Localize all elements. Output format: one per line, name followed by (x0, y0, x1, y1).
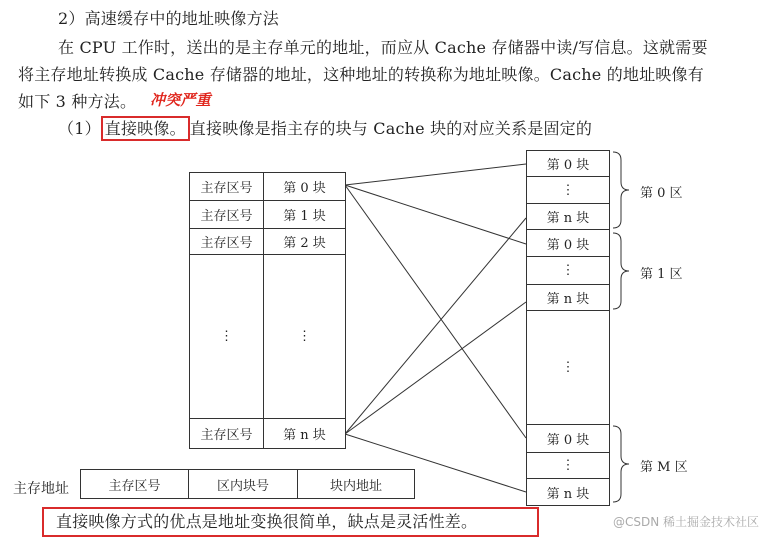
brace-icon (613, 152, 629, 228)
watermark: @CSDN 稀土掘金技术社区 (612, 515, 759, 529)
block-cell: 第 n 块 (263, 418, 346, 449)
cache-block: 第 0 块 (526, 424, 610, 453)
highlighted-term: 直接映像。 (101, 116, 190, 141)
zone-cell: 主存区号 (189, 172, 264, 201)
mapping-line (345, 302, 526, 434)
cache-block: 第 0 块 (526, 229, 610, 257)
paragraph-line: 在 CPU 工作时，送出的是主存单元的地址，而应从 Cache 存储器中读/写信息。这就需要 (58, 38, 708, 57)
zone-cell: 主存区号 (189, 228, 264, 255)
block-cell: 第 1 块 (263, 200, 346, 229)
cache-ellipsis: ⋮ (526, 310, 610, 425)
cache-block: 第 n 块 (526, 478, 610, 506)
cache-block: 第 n 块 (526, 203, 610, 230)
cache-block: 第 n 块 (526, 284, 610, 311)
address-field: 块内地址 (297, 469, 415, 499)
address-field: 主存区号 (80, 469, 189, 499)
handwritten-annotation: 冲突严重 (150, 91, 211, 109)
mapping-line (345, 218, 526, 434)
mapping-line (345, 185, 526, 244)
block-cell: 第 2 块 (263, 228, 346, 255)
mapping-line (345, 185, 526, 438)
block-cell: 第 0 块 (263, 172, 346, 201)
ellipsis-cell: ⋮ (189, 254, 264, 419)
brace-icon (613, 233, 629, 309)
paragraph-line: 如下 3 种方法。 (18, 92, 137, 111)
cache-block: 第 0 块 (526, 150, 610, 177)
item-text: 直接映像是指主存的块与 Cache 块的对应关系是固定的 (189, 119, 593, 138)
zone-label: 第 1 区 (640, 267, 683, 282)
zone-cell: 主存区号 (189, 418, 264, 449)
mapping-line (345, 164, 526, 185)
cache-ellipsis: ⋮ (526, 256, 610, 285)
conclusion-box: 直接映像方式的优点是地址变换很简单，缺点是灵活性差。 (42, 507, 539, 537)
ellipsis-cell: ⋮ (263, 254, 346, 419)
zone-cell: 主存区号 (189, 200, 264, 229)
paragraph-line: 将主存地址转换成 Cache 存储器的地址，这种地址的转换称为地址映像。Cache 的地址映像有 (18, 65, 704, 84)
section-heading: 2）高速缓存中的地址映像方法 (58, 9, 279, 28)
cache-ellipsis: ⋮ (526, 452, 610, 479)
address-field: 区内块号 (188, 469, 298, 499)
address-label: 主存地址 (13, 481, 69, 497)
cache-ellipsis: ⋮ (526, 176, 610, 204)
brace-icon (613, 426, 629, 502)
zone-label: 第 M 区 (640, 460, 688, 475)
item-prefix: （1） (58, 119, 101, 138)
zone-label: 第 0 区 (640, 186, 683, 201)
